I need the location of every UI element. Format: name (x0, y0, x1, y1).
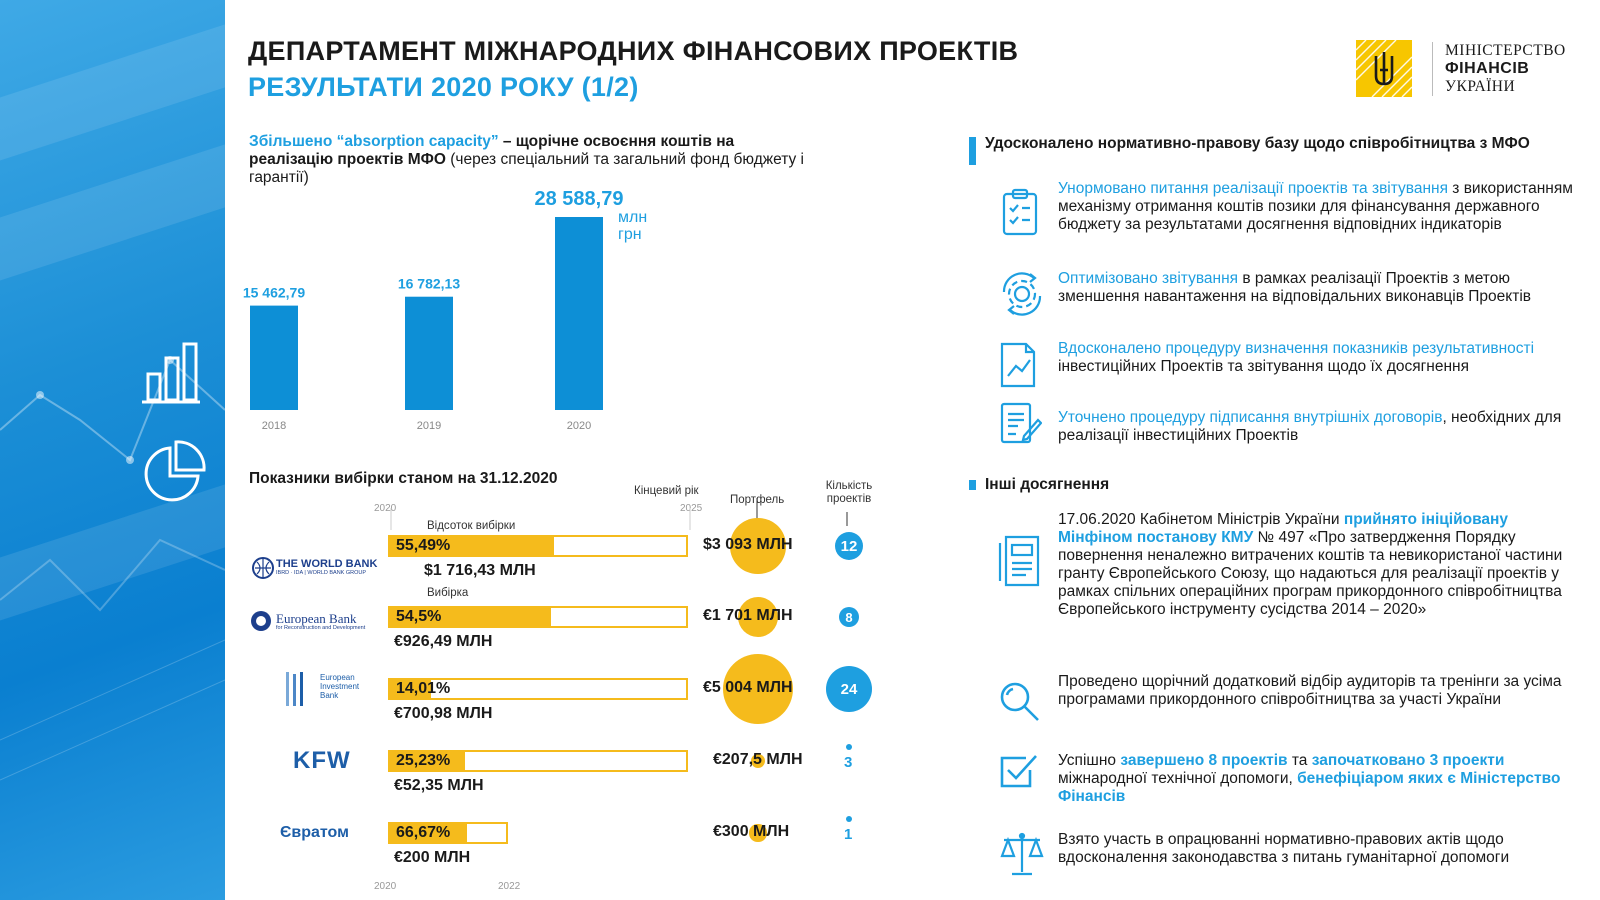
other-item-3-d: започатковано 3 проекти (1311, 752, 1505, 769)
normative-item-1-rest: з використанням механізму отримання коштів позики для фінансування державного бюджету за результатами досягнення відповідних індикаторів (1058, 180, 1573, 233)
sample-bar-frame (388, 678, 688, 700)
normative-item-4 (1058, 409, 1578, 445)
sample-bar-frame (388, 606, 688, 628)
col-count-label: Кількість проектів (825, 480, 873, 505)
bar-2019 (405, 297, 453, 410)
sample-bar-frame (388, 750, 688, 772)
world-bank-logo (252, 557, 378, 584)
absorption-bar-chart (230, 180, 670, 440)
logo-line-1: МІНІСТЕРСТВО (1445, 41, 1566, 59)
sample-bar-frame (388, 822, 508, 844)
sample-pct-label: 14,01% (396, 680, 451, 697)
sample-pct-label: 66,67% (396, 824, 451, 841)
trident-emblem-icon (1356, 40, 1412, 97)
other-item-1-c: № 497 «Про затвердження Порядку повернення неналежно витрачених коштів та невикористаної частини гранту Європейського Союзу, що надаються для реалізації проектів у рамках спільних операційних програм прикордонного співробітництва Європейського інструменту сусідства 2014 – 2020» (1058, 529, 1563, 618)
performance-report-icon (998, 342, 1038, 393)
portfolio-label: $3 093 МЛН (703, 536, 793, 553)
other-item-3-e: міжнародної технічної допомоги, (1058, 770, 1298, 787)
unit-label-1: млн (618, 209, 648, 226)
normative-item-1-hl: Унормовано питання реалізації проектів та звітування (1058, 180, 1448, 197)
tick-end-bottom: 2022 (498, 881, 521, 892)
bar-value-label-2020: 28 588,79 (534, 188, 624, 210)
project-count-label: 1 (844, 826, 853, 843)
normative-item-2 (1058, 270, 1578, 306)
other-item-3-a: Успішно (1058, 752, 1121, 769)
normative-item-3-rest: інвестиційних Проектів та звітування щодо їх досягнення (1058, 358, 1469, 375)
absorption-highlight: Збільшено “absorption capacity” (249, 133, 499, 150)
ebrd-logo (250, 610, 366, 637)
normative-item-2-rest: в рамках реалізації Проектів з метою зменшення навантаження на відповідальних виконавців Проектів (1058, 270, 1532, 305)
checkbox-done-icon (998, 752, 1040, 795)
absorption-bold: – щорічне освоєння коштів на реалізацію проектів МФО (249, 133, 735, 168)
kfw-logo: KFW (293, 747, 351, 774)
other-item-1 (1058, 511, 1578, 619)
ministry-logo (1356, 40, 1566, 97)
bar-chart-icon (140, 322, 200, 409)
normative-item-2-hl: Оптимізовано звітування (1058, 270, 1239, 287)
absorption-description (249, 133, 809, 187)
euratom-logo: Євратом (280, 824, 349, 841)
project-count-dot (846, 816, 852, 822)
category-label-2020: 2020 (566, 420, 592, 432)
sample-amount-label: €52,35 МЛН (394, 777, 484, 794)
category-label-2019: 2019 (416, 420, 442, 432)
bar-value-label-2019: 16 782,13 (397, 275, 461, 292)
document-icon (998, 535, 1042, 592)
normative-item-1 (1058, 180, 1578, 234)
eib-line-1: European (320, 673, 355, 682)
other-item-3-f: бенефіціаром яких є Міністерство Фінансів (1058, 770, 1561, 805)
sample-amount-label: $1 716,43 МЛН (424, 562, 536, 579)
ebrd-sub: for Reconstruction and Development (276, 625, 366, 631)
bar-2018 (250, 306, 298, 410)
section-other (985, 476, 1109, 494)
section-normative-title: Удосконалено нормативно-правову базу щодо співробітництва з МФО (985, 135, 1530, 152)
decorative-sidebar (0, 0, 225, 900)
sample-pct-label: 54,5% (396, 608, 442, 625)
tick-end-top: 2025 (680, 503, 703, 514)
count-leader (846, 512, 848, 526)
sample-pct-label: 55,49% (396, 537, 451, 554)
normative-item-4-hl: Уточнено процедуру підписання внутрішніх договорів (1058, 409, 1443, 426)
col-end-year-label: Кінцевий рік (634, 485, 699, 497)
pie-chart-icon (140, 440, 206, 511)
other-item-2: Проведено щорічний додатковий відбір аудиторів та тренінги за усіма програмами прикордонного співробітництва за участі України (1058, 673, 1562, 708)
sample-amount-label: €926,49 МЛН (394, 633, 493, 650)
scales-icon (998, 830, 1046, 883)
normative-item-4-rest: , необхідних для реалізації інвестиційних Проектів (1058, 409, 1562, 444)
world-bank-name: THE WORLD BANK (276, 558, 378, 570)
portfolio-label: €300 МЛН (713, 823, 790, 840)
other-item-1-a: 17.06.2020 Кабінетом Міністрів України (1058, 511, 1344, 528)
other-item-1-b: прийнято ініційовану Мінфіном постанову КМУ (1058, 511, 1509, 546)
project-count-bubble: 24 (826, 666, 872, 712)
sample-pct-label: 25,23% (396, 752, 451, 769)
project-count-bubble: 8 (839, 607, 859, 627)
logo-line-3: УКРАЇНИ (1445, 77, 1516, 95)
category-label-2018: 2018 (261, 420, 287, 432)
ebrd-name: European Bank (276, 611, 357, 626)
bar-value-label-2018: 15 462,79 (242, 284, 306, 301)
logo-line-2: ФІНАНСІВ (1445, 59, 1530, 77)
other-item-3-c: та (1287, 752, 1312, 769)
project-count-dot (846, 744, 852, 750)
sample-legend-label: Вибірка (427, 587, 469, 599)
eib-line-2: Investment (320, 682, 360, 691)
portfolio-label: €5 004 МЛН (703, 679, 793, 696)
normative-item-3 (1058, 340, 1578, 376)
section-normative (985, 135, 1565, 153)
sample-bar-frame (388, 535, 688, 557)
settings-cycle-icon (998, 270, 1046, 323)
other-item-3 (1058, 752, 1578, 806)
pct-legend-label: Відсоток вибірки (427, 520, 516, 532)
portfolio-label: €1 701 МЛН (703, 607, 793, 624)
section-other-title: Інші досягнення (985, 476, 1110, 493)
sample-section-title: Показники вибірки станом на 31.12.2020 (249, 470, 558, 487)
unit-label-2: грн (618, 226, 642, 243)
sample-amount-label: €200 МЛН (394, 849, 471, 866)
project-count-label: 3 (844, 754, 853, 771)
world-bank-sub: IBRD · IDA | WORLD BANK GROUP (276, 570, 367, 576)
page-title: ДЕПАРТАМЕНТ МІЖНАРОДНИХ ФІНАНСОВИХ ПРОЕКТІВ (248, 36, 1019, 66)
absorption-rest: (через спеціальний та загальний фонд бюджету і гарантії) (249, 151, 805, 186)
normative-item-3-hl: Вдосконалено процедуру визначення показників результативності (1058, 340, 1535, 357)
contract-signing-icon (998, 400, 1042, 451)
eib-logo (284, 672, 360, 711)
eib-line-3: Bank (320, 691, 339, 700)
page-subtitle: РЕЗУЛЬТАТИ 2020 РОКУ (1/2) (248, 72, 639, 102)
checklist-clipboard-icon (998, 188, 1042, 241)
other-item-3-b: завершено 8 проектів (1120, 752, 1288, 769)
bar-2020 (555, 217, 603, 410)
tick-start-bottom: 2020 (374, 881, 397, 892)
portfolio-label: €207,5 МЛН (713, 751, 803, 768)
project-count-bubble: 12 (835, 532, 863, 560)
other-item-4: Взято участь в опрацюванні нормативно-правових актів щодо вдосконалення законодавства з питань гуманітарної допомоги (1058, 831, 1510, 866)
magnifier-icon (998, 680, 1042, 729)
sample-amount-label: €700,98 МЛН (394, 705, 493, 722)
col-portfolio-label: Портфель (730, 494, 785, 506)
tick-start-top: 2020 (374, 503, 397, 514)
